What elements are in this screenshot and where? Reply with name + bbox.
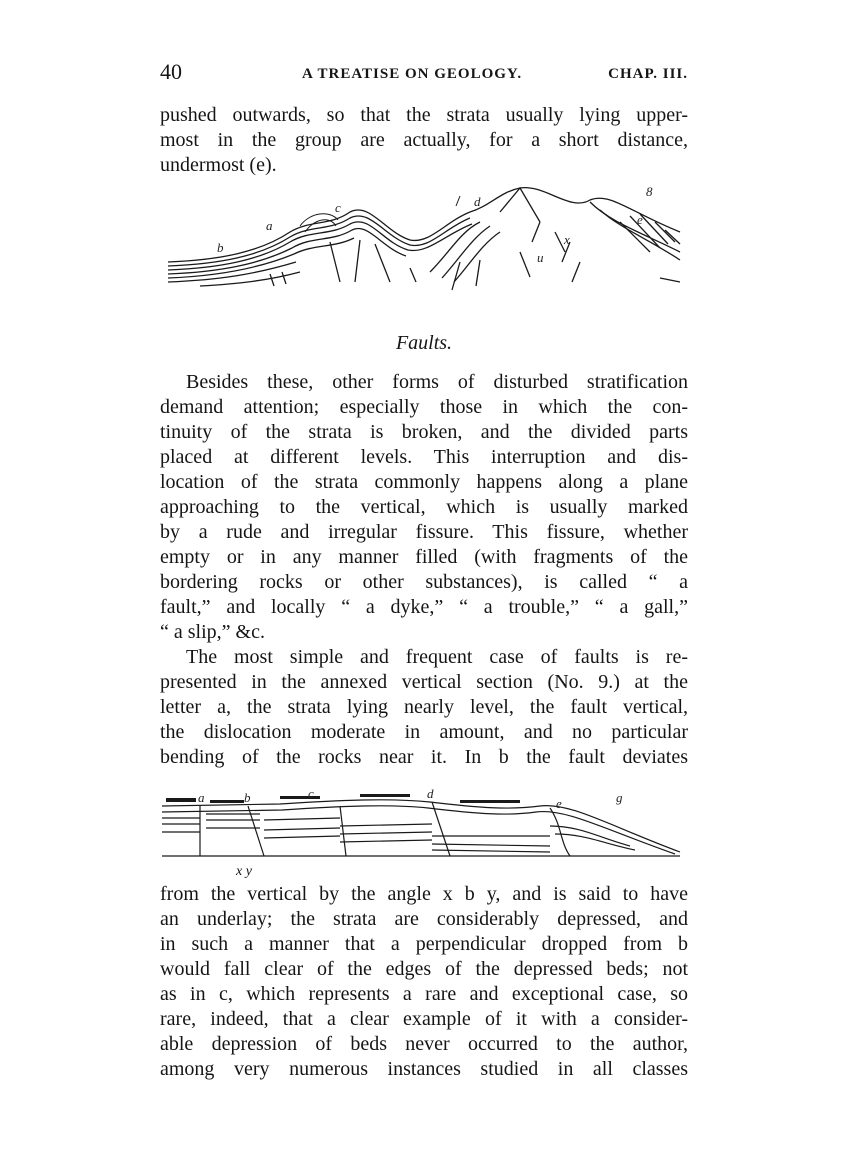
faults-paragraph bbox=[160, 370, 688, 645]
book-title: A TREATISE ON GEOLOGY. bbox=[302, 66, 523, 82]
text-line: letter a, the strata lying nearly level, the fault vertical, bbox=[160, 696, 688, 718]
second-paragraph bbox=[160, 645, 688, 770]
text-line: the dislocation moderate in amount, and no particular bbox=[160, 721, 688, 743]
text-line: undermost (e). bbox=[160, 154, 277, 176]
text-line: presented in the annexed vertical section (No. 9.) at the bbox=[160, 671, 688, 693]
text-line: among very numerous instances studied in all classes bbox=[160, 1058, 688, 1080]
fig1-label-a: a bbox=[266, 218, 273, 233]
folded-strata-woodcut bbox=[160, 182, 690, 302]
text-line: an underlay; the strata are considerably depressed, and bbox=[160, 908, 688, 930]
text-line: fault,” and locally “ a dyke,” “ a trouble,” “ a gall,” bbox=[160, 596, 688, 618]
text-line: rare, indeed, that a clear example of it with a consider- bbox=[160, 1008, 688, 1030]
text-line: empty or in any manner filled (with fragments of the bbox=[160, 546, 688, 568]
text-line: approaching to the vertical, which is usually marked bbox=[160, 496, 688, 518]
running-header bbox=[160, 59, 688, 86]
folded-strata-figure bbox=[160, 182, 690, 302]
fig1-label-c: c bbox=[335, 200, 341, 215]
fig1-label-b: b bbox=[217, 240, 224, 255]
top-paragraph bbox=[160, 103, 688, 178]
fig2-label-e: e bbox=[556, 796, 562, 811]
text-line: bordering rocks or other substances), is called “ a bbox=[160, 571, 688, 593]
fault-section-figure bbox=[160, 786, 690, 866]
text-line: location of the strata commonly happens along a plane bbox=[160, 471, 688, 493]
page-number: 40 bbox=[160, 59, 182, 84]
text-line: most in the group are actually, for a short distance, bbox=[160, 129, 688, 151]
text-line: bending of the rocks near it. In b the fault deviates bbox=[160, 746, 688, 768]
chapter-label: CHAP. III. bbox=[608, 66, 688, 82]
text-line: as in c, which represents a rare and exceptional case, so bbox=[160, 983, 688, 1005]
text-line: would fall clear of the edges of the depressed beds; not bbox=[160, 958, 688, 980]
fig2-label-a: a bbox=[198, 790, 205, 805]
text-line: Besides these, other forms of disturbed stratification bbox=[186, 371, 688, 393]
text-line: able depression of beds never occurred to the author, bbox=[160, 1033, 688, 1055]
text-line: tinuity of the strata is broken, and the divided parts bbox=[160, 421, 688, 443]
text-line: placed at different levels. This interruption and dis- bbox=[160, 446, 688, 468]
fig2-label-g: g bbox=[616, 790, 623, 805]
text-line: The most simple and frequent case of faults is re- bbox=[186, 646, 688, 668]
fig2-bottom-label: x y bbox=[236, 864, 252, 879]
text-line: “ a slip,” &c. bbox=[160, 621, 265, 643]
text-line: pushed outwards, so that the strata usually lying upper- bbox=[160, 104, 688, 126]
fig2-label-d: d bbox=[427, 786, 434, 801]
text-line: by a rude and irregular fissure. This fissure, whether bbox=[160, 521, 688, 543]
fig1-label-e: e bbox=[637, 212, 643, 227]
fig2-label-c: c bbox=[308, 786, 314, 801]
text-line: in such a manner that a perpendicular dropped from b bbox=[160, 933, 688, 955]
fig1-label-d: d bbox=[474, 194, 481, 209]
text-line: from the vertical by the angle x b y, and is said to have bbox=[160, 883, 688, 905]
text-line: demand attention; especially those in which the con- bbox=[160, 396, 688, 418]
final-paragraph bbox=[160, 882, 688, 1082]
section-heading: Faults. bbox=[395, 332, 453, 354]
fig2-label-b: b bbox=[244, 790, 251, 805]
fig1-label-u: u bbox=[537, 250, 544, 265]
fig1-label-x: x bbox=[564, 232, 570, 247]
fault-section-woodcut bbox=[160, 786, 690, 866]
fig1-label-s: 8 bbox=[646, 184, 653, 199]
